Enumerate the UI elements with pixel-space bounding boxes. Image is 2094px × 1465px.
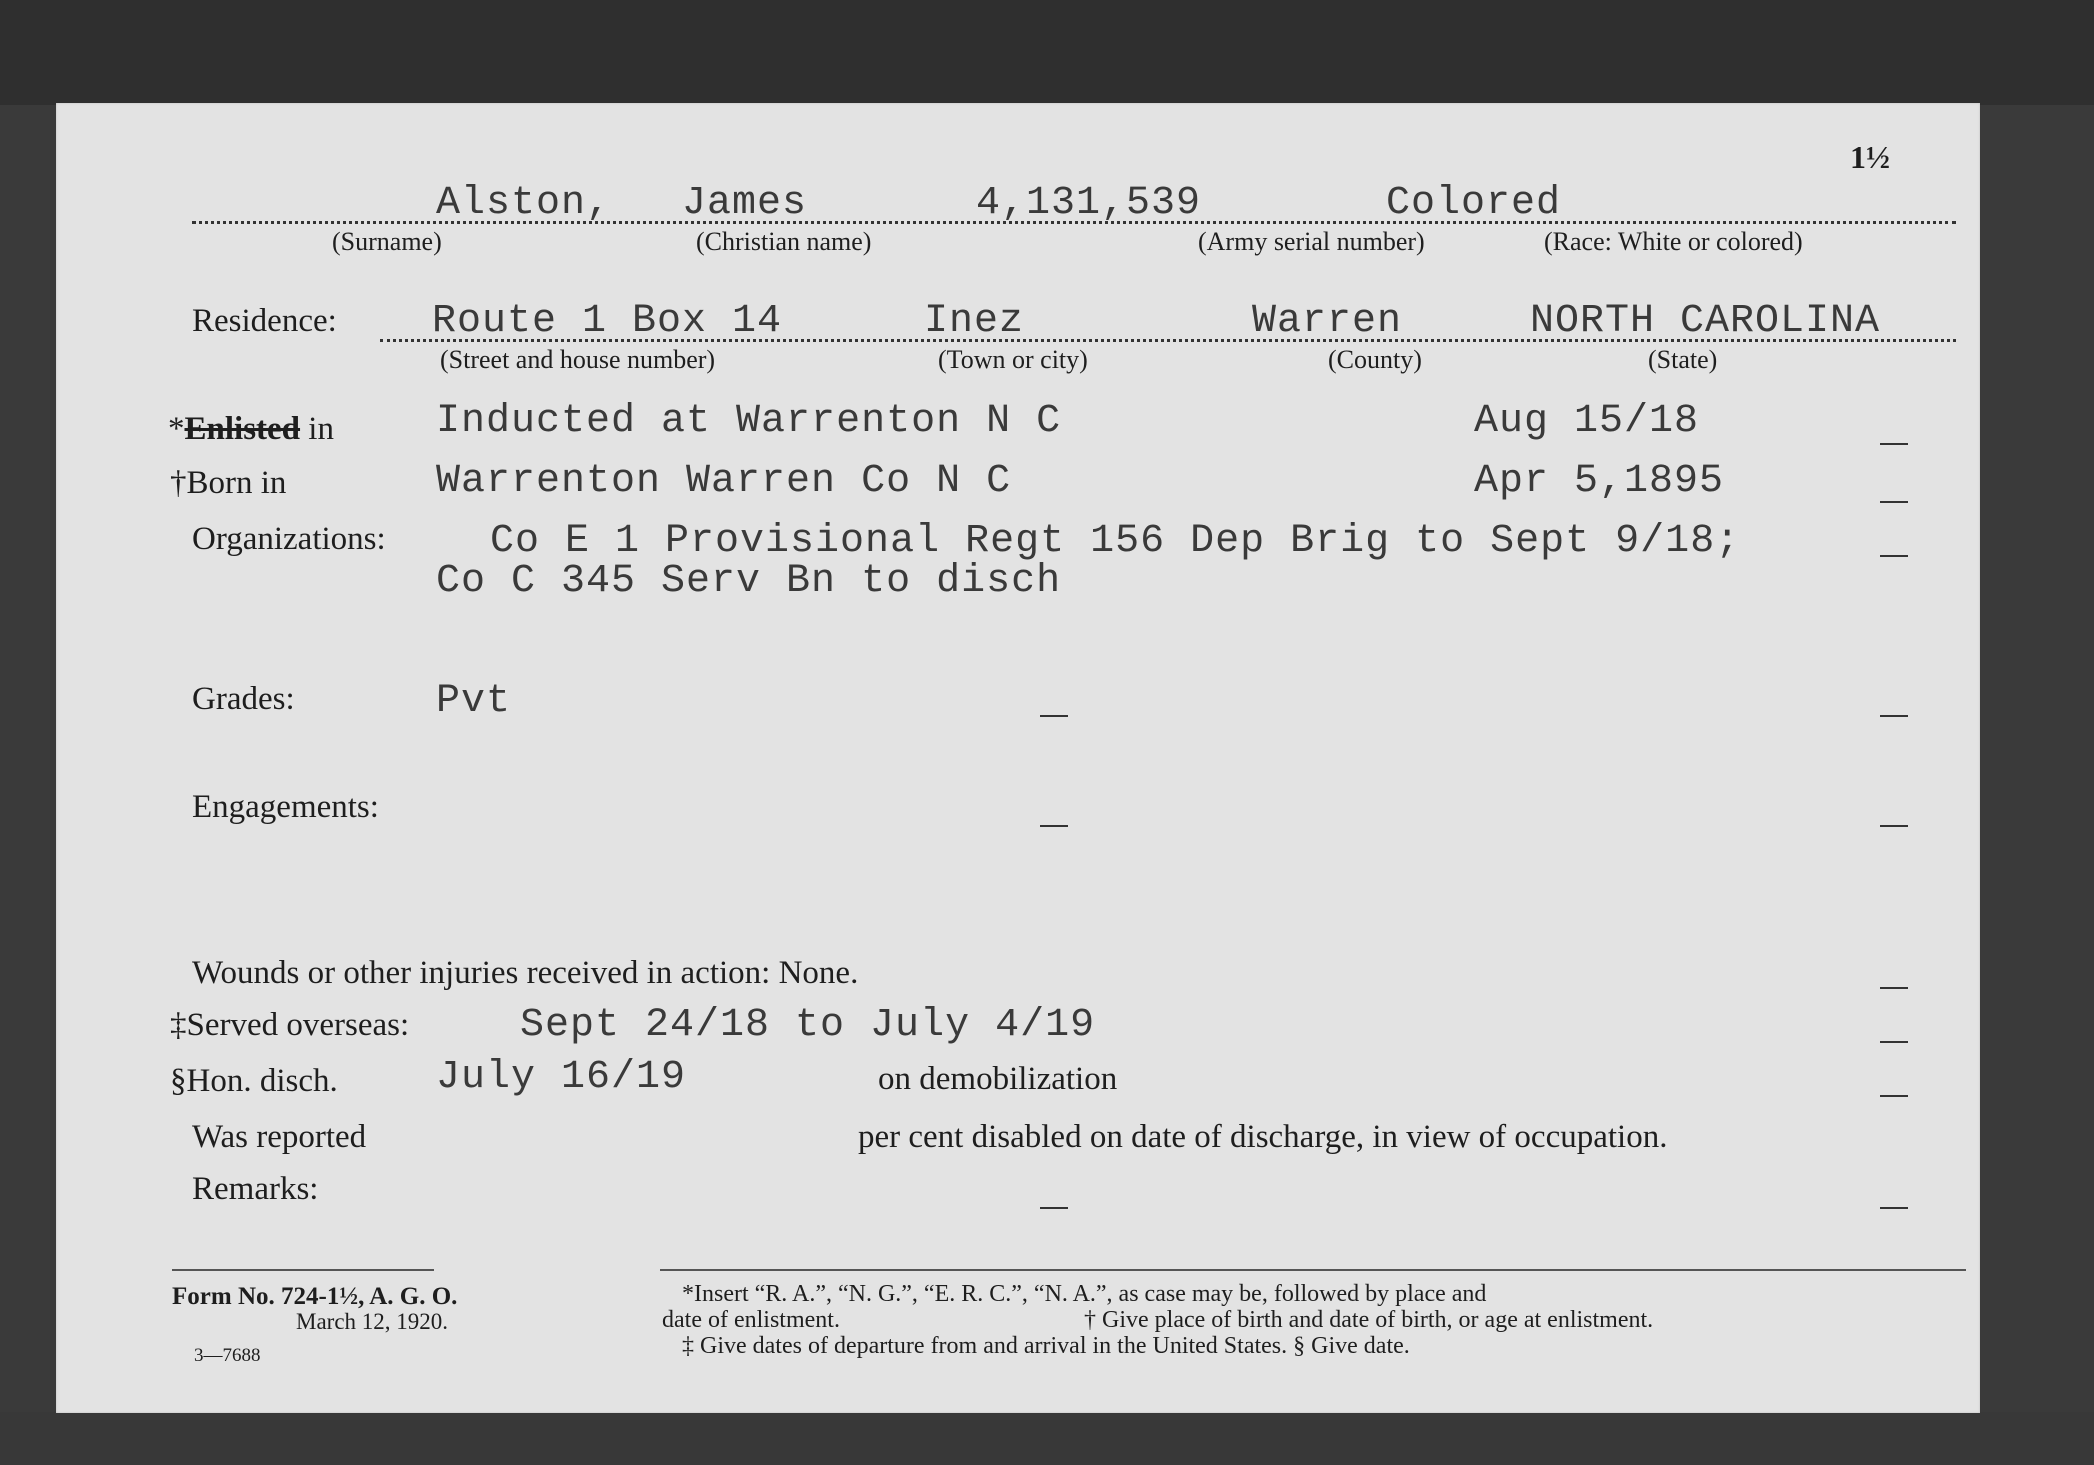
enlisted-label bbox=[168, 411, 334, 448]
enlisted-dash bbox=[1880, 443, 1908, 445]
organizations-dash bbox=[1880, 555, 1908, 557]
sheet-number: 1½ bbox=[1850, 139, 1890, 175]
footnote-enlistment-date: date of enlistment. bbox=[662, 1307, 840, 1333]
discharge-mark: § bbox=[170, 1063, 187, 1099]
born-label-text: Born in bbox=[186, 465, 287, 501]
footer-rule-right bbox=[660, 1269, 1966, 1271]
discharge-reason: on demobilization bbox=[878, 1061, 1118, 1097]
organizations-label: Organizations: bbox=[192, 521, 386, 557]
serial-number-caption: (Army serial number) bbox=[1198, 227, 1425, 256]
surname-caption: (Surname) bbox=[332, 227, 442, 256]
footnote-birth: † Give place of birth and date of birth, or age at enlistment. bbox=[1084, 1307, 1654, 1333]
footer-rule-left bbox=[172, 1269, 434, 1271]
engagements-dash-right bbox=[1880, 825, 1908, 827]
remarks-dash-middle bbox=[1040, 1207, 1068, 1209]
overseas-value: Sept 24/18 to July 4/19 bbox=[520, 1003, 1096, 1048]
grades-dash-right bbox=[1880, 715, 1908, 717]
scan-background-top bbox=[0, 0, 2094, 105]
print-code: 3—7688 bbox=[194, 1345, 261, 1366]
grades-value: Pvt bbox=[436, 679, 512, 724]
born-dash bbox=[1880, 501, 1908, 503]
born-value: Warrenton Warren Co N C bbox=[436, 459, 1012, 504]
organizations-line-2: Co C 345 Serv Bn to disch bbox=[436, 559, 1062, 604]
overseas-mark: ‡ bbox=[170, 1007, 187, 1043]
remarks-label: Remarks: bbox=[192, 1171, 319, 1207]
wounds-dash bbox=[1880, 987, 1908, 989]
enlisted-label-rest: in bbox=[300, 411, 334, 447]
serial-number-value: 4,131,539 bbox=[976, 181, 1202, 226]
scan-background-bottom bbox=[0, 1412, 2094, 1465]
remarks-dash-right bbox=[1880, 1207, 1908, 1209]
street-caption: (Street and house number) bbox=[440, 345, 716, 374]
overseas-label-text: Served overseas: bbox=[186, 1007, 410, 1043]
footnote-departure: ‡ Give dates of departure from and arrival in the United States. § Give date. bbox=[682, 1333, 1410, 1359]
county-caption: (County) bbox=[1328, 345, 1422, 374]
born-mark: † bbox=[170, 465, 187, 501]
form-date: March 12, 1920. bbox=[296, 1309, 449, 1334]
reported-label: Was reported bbox=[192, 1119, 367, 1155]
christian-name-value: James bbox=[682, 181, 808, 226]
wounds-line bbox=[192, 955, 858, 992]
town-value: Inez bbox=[924, 299, 1025, 344]
enlisted-value: Inducted at Warrenton N C bbox=[436, 399, 1062, 444]
reported-text: per cent disabled on date of discharge, in view of occupation. bbox=[858, 1119, 1668, 1155]
footnote-insert: *Insert “R. A.”, “N. G.”, “E. R. C.”, “N. A.”, as case may be, followed by place and bbox=[682, 1281, 1487, 1307]
enlisted-mark: * bbox=[168, 411, 185, 447]
born-label bbox=[170, 465, 286, 502]
discharge-label bbox=[170, 1063, 338, 1100]
wounds-label: Wounds or other injuries received in action: bbox=[192, 955, 771, 991]
surname-value: Alston, bbox=[436, 181, 612, 226]
engagements-label: Engagements: bbox=[192, 789, 379, 825]
discharge-label-text: Hon. disch. bbox=[186, 1063, 338, 1099]
state-caption: (State) bbox=[1648, 345, 1718, 374]
grades-dash-middle bbox=[1040, 715, 1068, 717]
enlisted-struck-word: Enlisted bbox=[184, 411, 301, 447]
born-date: Apr 5,1895 bbox=[1474, 459, 1725, 504]
enlisted-date: Aug 15/18 bbox=[1474, 399, 1700, 444]
street-value: Route 1 Box 14 bbox=[432, 299, 783, 344]
record-card bbox=[56, 103, 1980, 1413]
town-caption: (Town or city) bbox=[938, 345, 1088, 374]
christian-name-caption: (Christian name) bbox=[696, 227, 872, 256]
wounds-value: None. bbox=[778, 955, 859, 991]
race-caption: (Race: White or colored) bbox=[1544, 227, 1803, 256]
overseas-label bbox=[170, 1007, 409, 1044]
discharge-date: July 16/19 bbox=[436, 1055, 687, 1100]
organizations-line-1: Co E 1 Provisional Regt 156 Dep Brig to Sept 9/18; bbox=[490, 519, 1741, 564]
race-value: Colored bbox=[1386, 181, 1562, 226]
engagements-dash-middle bbox=[1040, 825, 1068, 827]
grades-label: Grades: bbox=[192, 681, 295, 717]
overseas-dash bbox=[1880, 1041, 1908, 1043]
form-number: Form No. 724-1½, A. G. O. bbox=[172, 1283, 458, 1310]
county-value: Warren bbox=[1252, 299, 1403, 344]
residence-label: Residence: bbox=[192, 303, 337, 339]
discharge-dash bbox=[1880, 1095, 1908, 1097]
state-value: NORTH CAROLINA bbox=[1530, 299, 1881, 344]
